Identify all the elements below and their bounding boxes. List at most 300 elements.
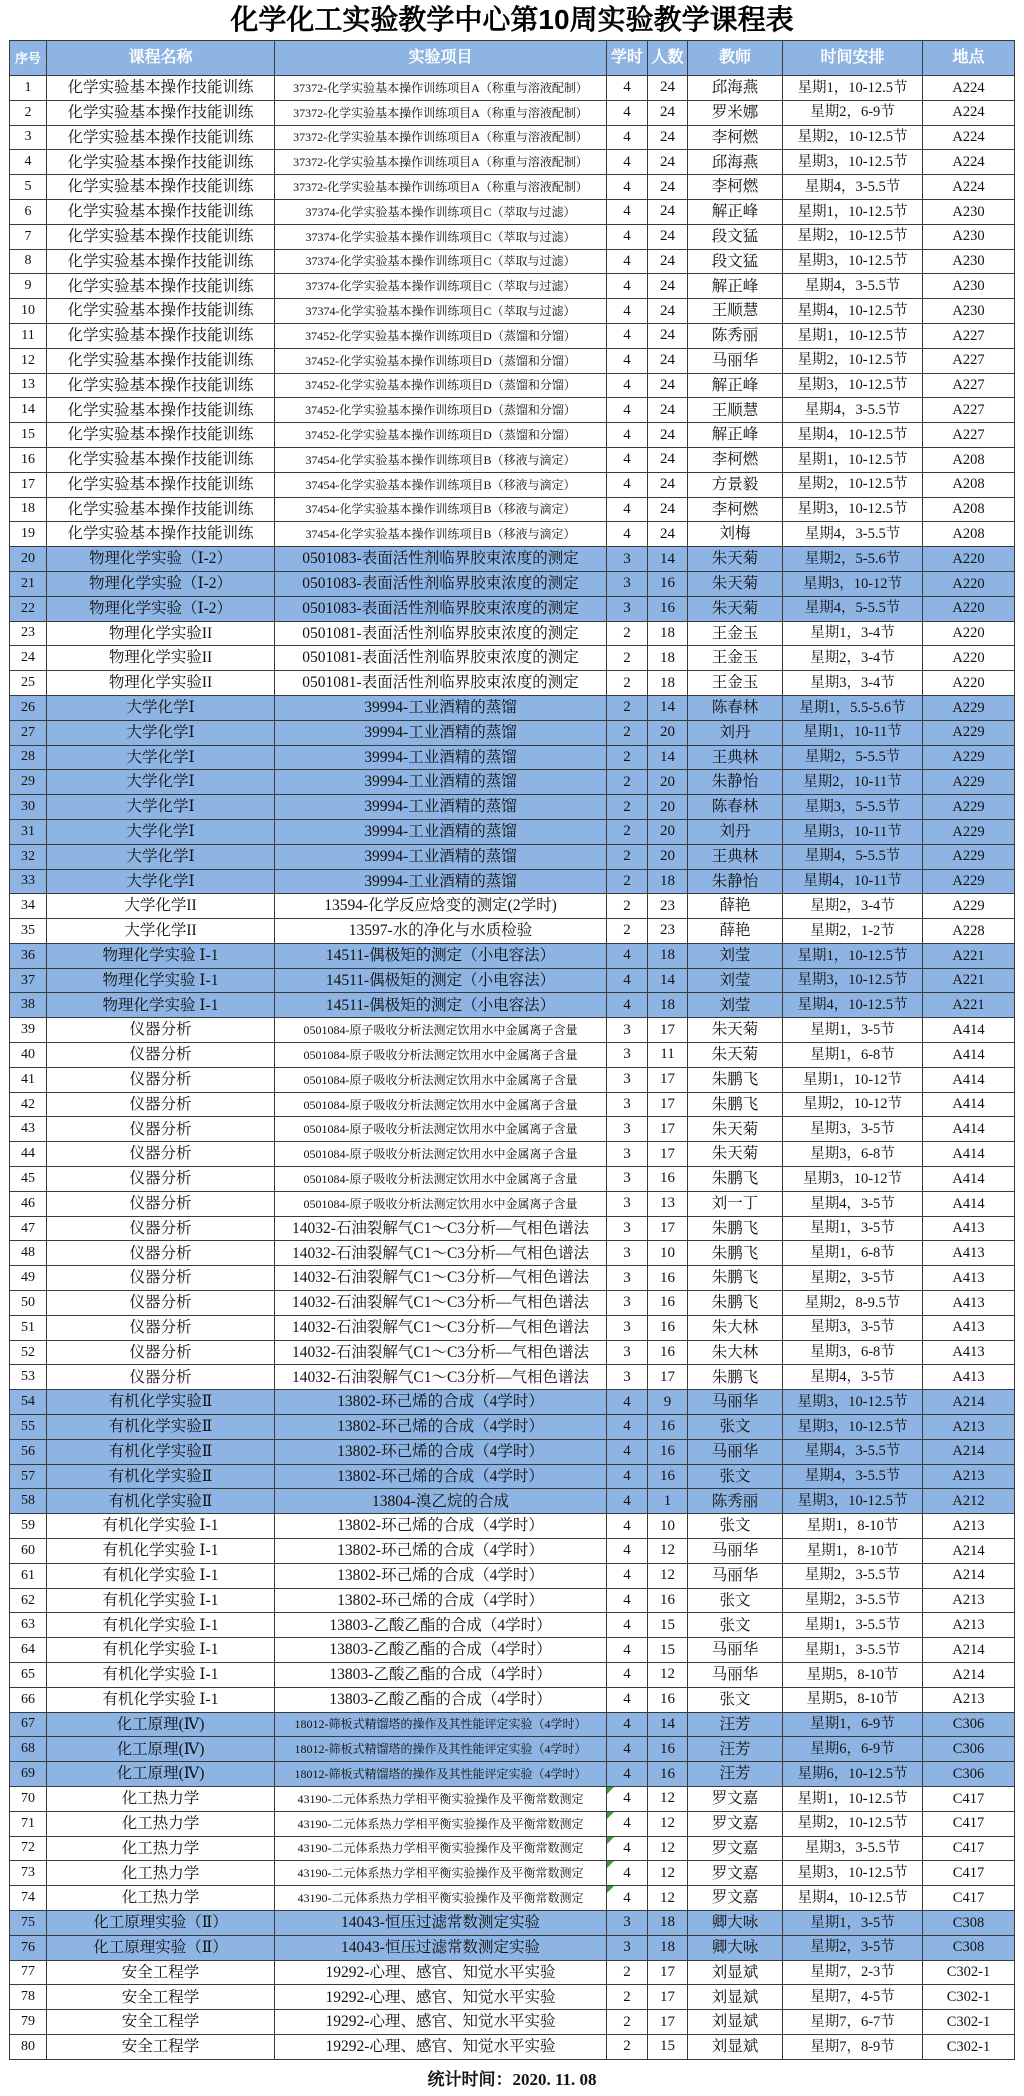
hours-text: 2: [623, 699, 631, 716]
place-cell: [923, 1613, 1015, 1638]
row-number-cell: [10, 894, 47, 919]
green-error-indicator-icon: [607, 1812, 614, 1819]
row-number-cell: [10, 324, 47, 349]
course-name-text: 化学实验基本操作技能训练: [67, 178, 254, 196]
time-cell: [783, 1663, 923, 1688]
course-name-cell: [47, 1365, 275, 1390]
place-text: A414: [952, 1195, 985, 1212]
table-row: [10, 1737, 1015, 1762]
project-text: 14511-偶极矩的测定（小电容法）: [325, 947, 556, 965]
count-cell: [648, 1713, 688, 1738]
table-row: [10, 671, 1015, 696]
table-row: [10, 1638, 1015, 1663]
count-text: 24: [660, 203, 675, 220]
teacher-text: 马丽华: [711, 1393, 759, 1411]
row-number-text: 12: [21, 352, 35, 368]
time-text: 星期1，3-4节: [810, 625, 895, 642]
row-number-cell: [10, 1564, 47, 1589]
place-text: A227: [952, 352, 985, 369]
teacher-text: 王典林: [711, 748, 759, 766]
row-number-cell: [10, 76, 47, 101]
project-text: 39994-工业酒精的蒸馏: [364, 798, 517, 816]
place-cell: [923, 622, 1015, 647]
course-name-text: 物理化学实验 Ⅰ-1: [102, 947, 219, 965]
time-text: 星期1，3-5.5节: [804, 1617, 901, 1634]
row-number-text: 64: [21, 1642, 35, 1658]
row-number-text: 42: [21, 1096, 35, 1112]
project-cell: [275, 1539, 607, 1564]
count-text: 17: [660, 1145, 675, 1162]
time-text: 星期3，10-12.5节: [797, 972, 908, 989]
time-cell: [783, 1093, 923, 1118]
count-cell: [648, 572, 688, 597]
count-text: 20: [660, 823, 675, 840]
place-cell: [923, 1539, 1015, 1564]
row-number-text: 41: [21, 1071, 35, 1087]
time-text: 星期3，10-11节: [803, 823, 902, 840]
row-number-text: 51: [21, 1319, 35, 1335]
course-name-cell: [47, 870, 275, 895]
time-text: 星期7，6-7节: [810, 2013, 895, 2030]
count-cell: [648, 274, 688, 299]
time-cell: [783, 1068, 923, 1093]
course-name-text: 仪器分析: [129, 1343, 192, 1361]
teacher-text: 朱大林: [711, 1343, 759, 1361]
time-text: 星期3，10-12.5节: [797, 1865, 908, 1882]
row-number-text: 44: [21, 1146, 35, 1162]
teacher-cell: [688, 770, 783, 795]
hours-text: 4: [623, 1616, 631, 1633]
time-cell: [783, 572, 923, 597]
place-cell: [923, 1341, 1015, 1366]
table-row: [10, 1861, 1015, 1886]
teacher-text: 刘梅: [719, 525, 751, 543]
hours-cell: [607, 1638, 648, 1663]
count-cell: [648, 671, 688, 696]
course-name-cell: [47, 597, 275, 622]
row-number-cell: [10, 126, 47, 151]
row-number-cell: [10, 1812, 47, 1837]
course-name-text: 仪器分析: [129, 1195, 192, 1212]
teacher-cell: [688, 1390, 783, 1415]
hours-text: 3: [623, 550, 631, 567]
hours-cell: [607, 225, 648, 250]
time-text: 星期6，10-12.5节: [797, 1765, 908, 1782]
place-text: A224: [952, 154, 985, 171]
hours-text: 2: [623, 649, 631, 666]
teacher-text: 解正峰: [711, 277, 759, 295]
place-cell: [923, 1241, 1015, 1266]
course-name-cell: [47, 1812, 275, 1837]
hours-text: 2: [623, 848, 631, 865]
table-row: [10, 1886, 1015, 1911]
course-name-cell: [47, 1489, 275, 1514]
time-cell: [783, 1737, 923, 1762]
project-cell: [275, 398, 607, 423]
hours-text: 4: [623, 302, 631, 319]
time-cell: [783, 646, 923, 671]
project-text: 14032-石油裂解气C1～C3分析—气相色谱法: [291, 1294, 590, 1312]
header-count: 人数: [648, 41, 688, 76]
row-number-cell: [10, 1043, 47, 1068]
row-number-cell: [10, 969, 47, 994]
hours-text: 2: [623, 1963, 631, 1980]
teacher-cell: [688, 1489, 783, 1514]
project-cell: [275, 2035, 607, 2060]
teacher-cell: [688, 894, 783, 919]
place-text: C308: [952, 1914, 985, 1931]
hours-text: 4: [623, 1592, 631, 1608]
time-cell: [783, 1861, 923, 1886]
time-text: 星期4，3-5.5节: [804, 402, 901, 418]
place-text: A214: [952, 1443, 985, 1460]
time-text: 星期4，3-5.5节: [804, 178, 901, 195]
row-number-text: 16: [21, 451, 35, 467]
time-cell: [783, 1638, 923, 1663]
course-name-text: 化工原理(Ⅳ): [116, 1765, 205, 1783]
row-number-cell: [10, 200, 47, 225]
count-text: 11: [660, 1046, 675, 1063]
time-text: 星期1，5.5-5.6节: [799, 699, 906, 716]
count-cell: [648, 870, 688, 895]
hours-cell: [607, 1514, 648, 1539]
time-cell: [783, 448, 923, 473]
time-text: 星期3，5-5.5节: [804, 798, 901, 815]
row-number-cell: [10, 944, 47, 969]
count-text: 18: [660, 674, 675, 691]
time-cell: [783, 1440, 923, 1465]
hours-cell: [607, 126, 648, 151]
row-number-text: 26: [21, 699, 35, 715]
row-number-cell: [10, 870, 47, 895]
project-text: 0501083-表面活性剂临界胶束浓度的测定: [302, 550, 579, 568]
project-cell: [275, 1911, 607, 1936]
row-number-text: 27: [21, 724, 35, 740]
course-name-text: 有机化学实验 Ⅰ-1: [102, 1666, 219, 1684]
time-cell: [783, 622, 923, 647]
green-error-indicator-icon: [607, 1861, 614, 1868]
teacher-cell: [688, 1713, 783, 1738]
time-text: 星期2，3-5.5节: [804, 1592, 901, 1609]
project-cell: [275, 2010, 607, 2035]
hours-cell: [607, 1465, 648, 1490]
hours-cell: [607, 770, 648, 795]
teacher-text: 陈秀丽: [711, 1492, 759, 1510]
count-cell: [648, 150, 688, 175]
course-name-text: 化工热力学: [121, 1889, 200, 1907]
header-place: 地点: [923, 41, 1015, 76]
hours-cell: [607, 200, 648, 225]
time-cell: [783, 845, 923, 870]
teacher-cell: [688, 225, 783, 250]
table-row: [10, 76, 1015, 101]
hours-text: 4: [623, 79, 631, 96]
time-cell: [783, 1514, 923, 1539]
course-name-text: 化学实验基本操作技能训练: [67, 128, 254, 146]
project-text: 37372-化学实验基本操作训练项目A（称重与溶液配制）: [293, 105, 588, 120]
teacher-text: 张文: [719, 1616, 751, 1634]
course-name-cell: [47, 795, 275, 820]
teacher-text: 汪芳: [719, 1740, 751, 1758]
hours-text: 2: [623, 773, 631, 790]
place-cell: [923, 398, 1015, 423]
project-text: 39994-工业酒精的蒸馏: [364, 748, 517, 766]
project-cell: [275, 1018, 607, 1043]
project-text: 37372-化学实验基本操作训练项目A（称重与溶液配制）: [293, 180, 588, 195]
course-name-cell: [47, 622, 275, 647]
row-number-text: 24: [21, 650, 35, 666]
time-cell: [783, 547, 923, 572]
time-text: 星期7，4-5节: [810, 1989, 895, 2005]
teacher-text: 王典林: [711, 847, 759, 865]
place-cell: [923, 175, 1015, 200]
hours-text: 4: [623, 1740, 631, 1757]
time-text: 星期1，8-10节: [806, 1517, 899, 1534]
place-cell: [923, 1489, 1015, 1514]
project-text: 14043-恒压过滤常数测定实验: [341, 1914, 540, 1932]
count-cell: [648, 1911, 688, 1936]
teacher-cell: [688, 175, 783, 200]
row-number-cell: [10, 2010, 47, 2035]
place-text: A220: [952, 674, 985, 691]
place-text: A229: [952, 897, 985, 914]
teacher-cell: [688, 522, 783, 547]
teacher-cell: [688, 1861, 783, 1886]
teacher-cell: [688, 696, 783, 721]
count-text: 16: [660, 1170, 675, 1187]
row-number-text: 74: [21, 1890, 35, 1906]
time-text: 星期2，5-5.6节: [804, 550, 901, 567]
count-cell: [648, 374, 688, 399]
project-text: 14511-偶极矩的测定（小电容法）: [325, 971, 556, 989]
row-number-text: 36: [21, 947, 35, 963]
row-number-cell: [10, 274, 47, 299]
table-row: [10, 1589, 1015, 1614]
teacher-text: 李柯燃: [711, 128, 759, 146]
hours-cell: [607, 324, 648, 349]
course-name-cell: [47, 448, 275, 473]
hours-cell: [607, 1663, 648, 1688]
course-name-cell: [47, 522, 275, 547]
project-text: 37452-化学实验基本操作训练项目D（蒸馏和分馏）: [305, 378, 576, 393]
row-number-cell: [10, 1341, 47, 1366]
course-name-text: 仪器分析: [129, 1368, 192, 1386]
place-text: A227: [952, 402, 985, 418]
time-text: 星期1，10-12.5节: [797, 327, 908, 344]
hours-cell: [607, 1043, 648, 1068]
place-cell: [923, 2035, 1015, 2060]
project-cell: [275, 225, 607, 250]
count-text: 16: [660, 1443, 675, 1460]
course-name-cell: [47, 845, 275, 870]
place-text: A220: [952, 600, 985, 617]
table-row: [10, 1341, 1015, 1366]
count-cell: [648, 1341, 688, 1366]
teacher-cell: [688, 324, 783, 349]
count-text: 24: [660, 277, 675, 294]
place-cell: [923, 250, 1015, 275]
table-row: [10, 1514, 1015, 1539]
count-cell: [648, 448, 688, 473]
place-cell: [923, 646, 1015, 671]
time-text: 星期3，6-8节: [810, 1344, 895, 1361]
place-cell: [923, 696, 1015, 721]
hours-cell: [607, 1341, 648, 1366]
teacher-cell: [688, 126, 783, 151]
hours-text: 4: [623, 525, 631, 542]
row-number-text: 67: [21, 1716, 35, 1732]
count-cell: [648, 820, 688, 845]
hours-cell: [607, 547, 648, 572]
time-cell: [783, 299, 923, 324]
count-cell: [648, 1142, 688, 1167]
time-cell: [783, 324, 923, 349]
project-cell: [275, 969, 607, 994]
row-number-cell: [10, 398, 47, 423]
hours-text: 3: [623, 1914, 631, 1931]
project-cell: [275, 1217, 607, 1242]
row-number-text: 33: [21, 873, 35, 889]
teacher-cell: [688, 200, 783, 225]
course-name-cell: [47, 175, 275, 200]
hours-text: 3: [623, 1344, 631, 1361]
row-number-cell: [10, 1192, 47, 1217]
hours-text: 4: [623, 1815, 631, 1832]
teacher-text: 罗文嘉: [711, 1814, 759, 1832]
project-cell: [275, 200, 607, 225]
project-text: 13804-溴乙烷的合成: [372, 1492, 509, 1510]
project-text: 37374-化学实验基本操作训练项目C（萃取与过滤）: [305, 254, 576, 269]
project-text: 0501083-表面活性剂临界胶束浓度的测定: [302, 575, 579, 593]
teacher-text: 朱鹏飞: [711, 1294, 759, 1312]
hours-text: 2: [623, 872, 631, 889]
project-cell: [275, 1415, 607, 1440]
time-cell: [783, 1589, 923, 1614]
time-text: 星期5，8-10节: [806, 1691, 899, 1708]
row-number-cell: [10, 1638, 47, 1663]
teacher-cell: [688, 1117, 783, 1142]
teacher-text: 李柯燃: [711, 178, 759, 196]
project-text: 18012-筛板式精馏塔的操作及其性能评定实验（4学时）: [294, 1767, 587, 1782]
course-name-text: 仪器分析: [129, 1145, 192, 1163]
table-header-row: [10, 41, 1015, 76]
row-number-cell: [10, 646, 47, 671]
table-row: [10, 324, 1015, 349]
time-cell: [783, 498, 923, 523]
hours-cell: [607, 696, 648, 721]
project-cell: [275, 1117, 607, 1142]
project-text: 14043-恒压过滤常数测定实验: [341, 1938, 540, 1956]
teacher-text: 马丽华: [711, 1666, 759, 1684]
time-text: 星期3，10-12.5节: [797, 1418, 908, 1435]
teacher-cell: [688, 1911, 783, 1936]
project-cell: [275, 1713, 607, 1738]
row-number-text: 59: [21, 1518, 35, 1534]
time-cell: [783, 746, 923, 771]
hours-cell: [607, 1787, 648, 1812]
course-name-text: 仪器分析: [129, 1244, 192, 1262]
place-text: A414: [952, 1145, 985, 1162]
hours-cell: [607, 870, 648, 895]
place-text: A214: [952, 1393, 985, 1410]
place-cell: [923, 597, 1015, 622]
course-name-cell: [47, 1787, 275, 1812]
course-name-cell: [47, 225, 275, 250]
table-row: [10, 597, 1015, 622]
place-cell: [923, 1861, 1015, 1886]
place-text: C302-1: [946, 2038, 991, 2055]
count-cell: [648, 76, 688, 101]
course-name-cell: [47, 770, 275, 795]
teacher-text: 朱鹏飞: [711, 1219, 759, 1237]
count-cell: [648, 993, 688, 1018]
time-text: 星期3，10-12.5节: [797, 501, 908, 518]
hours-cell: [607, 671, 648, 696]
place-cell: [923, 1936, 1015, 1961]
count-cell: [648, 1886, 688, 1911]
time-text: 星期3，10-12节: [802, 1170, 903, 1187]
teacher-text: 罗文嘉: [711, 1839, 759, 1857]
hours-cell: [607, 175, 648, 200]
project-cell: [275, 1564, 607, 1589]
time-cell: [783, 374, 923, 399]
count-text: 24: [660, 252, 675, 269]
count-text: 10: [660, 1517, 675, 1534]
course-name-text: 仪器分析: [129, 1120, 192, 1138]
place-text: C417: [952, 1865, 985, 1882]
hours-text: 4: [623, 1418, 631, 1435]
course-name-cell: [47, 1043, 275, 1068]
count-text: 12: [660, 1889, 675, 1906]
count-cell: [648, 1936, 688, 1961]
teacher-text: 卿大咏: [711, 1938, 759, 1956]
count-text: 23: [660, 897, 675, 914]
count-text: 12: [660, 1567, 675, 1584]
row-number-text: 75: [21, 1914, 35, 1930]
project-cell: [275, 126, 607, 151]
project-text: 13802-环己烯的合成（4学时）: [337, 1393, 544, 1411]
time-cell: [783, 1316, 923, 1341]
row-number-cell: [10, 1167, 47, 1192]
place-cell: [923, 919, 1015, 944]
course-name-text: 有机化学实验Ⅱ: [108, 1492, 213, 1510]
course-name-cell: [47, 969, 275, 994]
place-cell: [923, 225, 1015, 250]
hours-text: 4: [623, 252, 631, 269]
project-text: 13803-乙酸乙酯的合成（4学时）: [329, 1690, 552, 1708]
project-cell: [275, 175, 607, 200]
course-name-text: 化学实验基本操作技能训练: [67, 401, 254, 419]
course-name-cell: [47, 671, 275, 696]
table-row: [10, 1911, 1015, 1936]
table-row: [10, 374, 1015, 399]
hours-cell: [607, 1589, 648, 1614]
teacher-text: 刘显斌: [711, 2038, 759, 2056]
project-cell: [275, 547, 607, 572]
hours-cell: [607, 1291, 648, 1316]
teacher-cell: [688, 1365, 783, 1390]
hours-cell: [607, 1936, 648, 1961]
time-text: 星期1，3-5.5节: [804, 1641, 901, 1658]
place-text: A213: [952, 1468, 985, 1485]
hours-cell: [607, 1068, 648, 1093]
teacher-text: 汪芳: [719, 1765, 751, 1783]
hours-cell: [607, 1390, 648, 1415]
row-number-cell: [10, 1117, 47, 1142]
project-text: 37454-化学实验基本操作训练项目B（移液与滴定）: [305, 527, 576, 542]
place-text: A414: [952, 1121, 985, 1138]
count-text: 17: [660, 1963, 675, 1980]
